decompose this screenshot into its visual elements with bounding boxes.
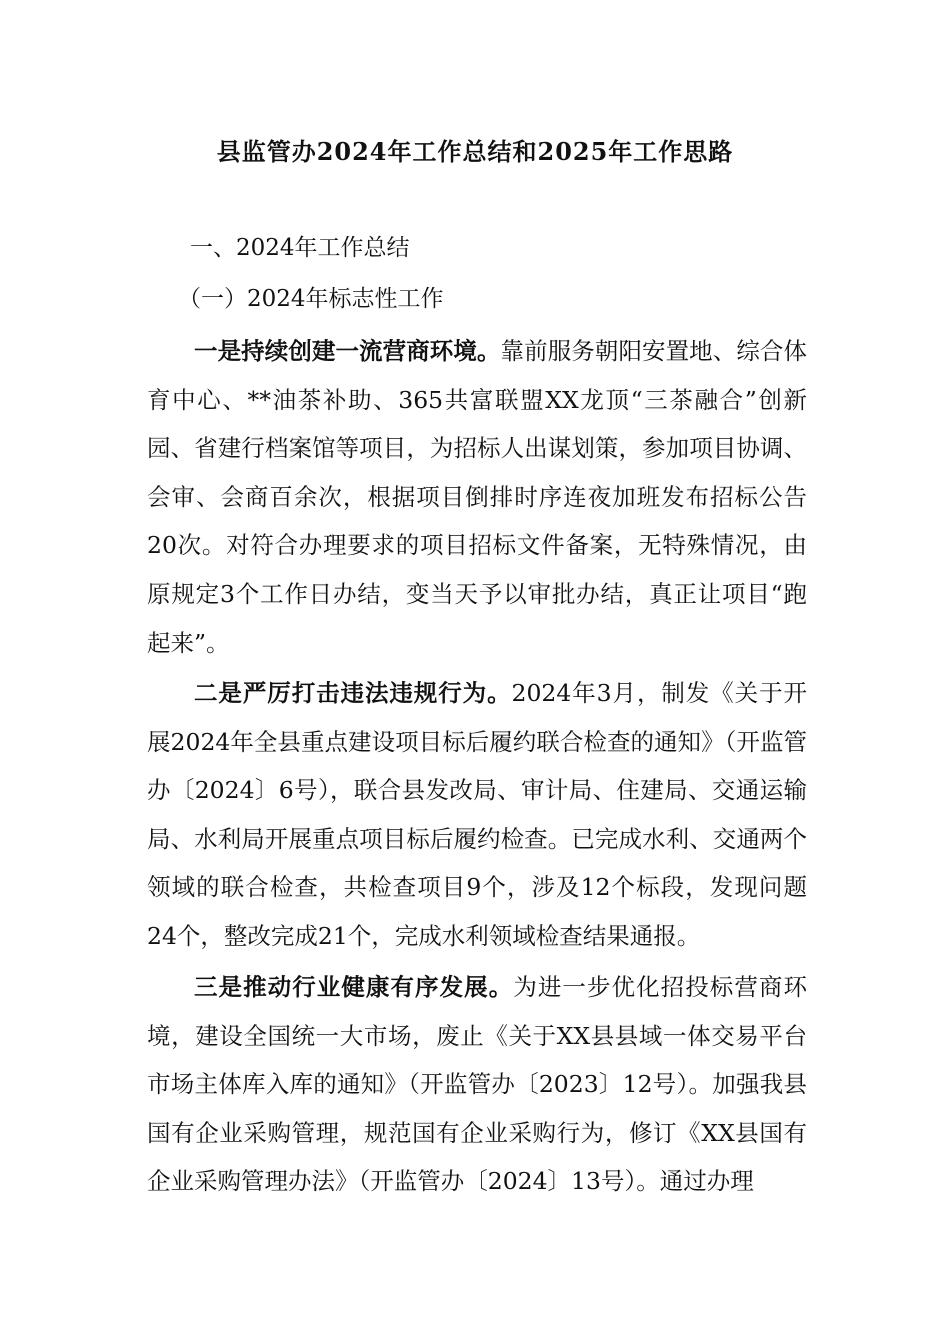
subsection-heading: （一）2024年标志性工作: [178, 286, 444, 312]
paragraph-lead: 二是严厉打击违法违规行为。: [194, 679, 512, 707]
paragraph-body: 靠前服务朝阳安置地、综合体育中心、**油茶补助、365共富联盟XX龙顶“三茶融合”创新园、省建行档案馆等项目，为招标人出谋划策，参加项目协调、会审、会商百余次，根据项目倒排时序连夜加班发布招标公告20次。对符合办理要求的项目招标文件备案，无特殊情况，由原规定3个工作日办结，变当天予以审批办结，真正让项目“跑起来”。: [147, 337, 808, 657]
document-title: 县监管办2024年工作总结和2025年工作思路: [216, 137, 734, 166]
paragraph-body: 为进一步优化招投标营商环境，建设全国统一大市场，废止《关于XX县县域一体交易平台市场主体库入库的通知》（开监管办〔2023〕12号）。加强我县国有企业采购管理，规范国有企业采购行为，修订《XX县国有企业采购管理办法》（开监管办〔2024〕13号）。通过办理: [147, 973, 807, 1196]
paragraph-lead: 一是持续创建一流营商环境。: [194, 337, 501, 365]
paragraph-body: 2024年3月，制发《关于开展2024年全县重点建设项目标后履约联合检查的通知》（开监管办〔2024〕6号），联合县发改局、审计局、住建局、交通运输局、水利局开展重点项目标后履约检查。已完成水利、交通两个领域的联合检查，共检查项目9个，涉及12个标段，发现问题24个，整改完成21个，完成水利领域检查结果通报。: [147, 679, 808, 950]
paragraph-2: [147, 669, 807, 961]
paragraph-3: [147, 963, 807, 1206]
paragraph-1: [147, 327, 807, 667]
paragraph-lead: 三是推动行业健康有序发展。: [194, 973, 514, 1001]
section-heading: 一、2024年工作总结: [190, 235, 410, 261]
